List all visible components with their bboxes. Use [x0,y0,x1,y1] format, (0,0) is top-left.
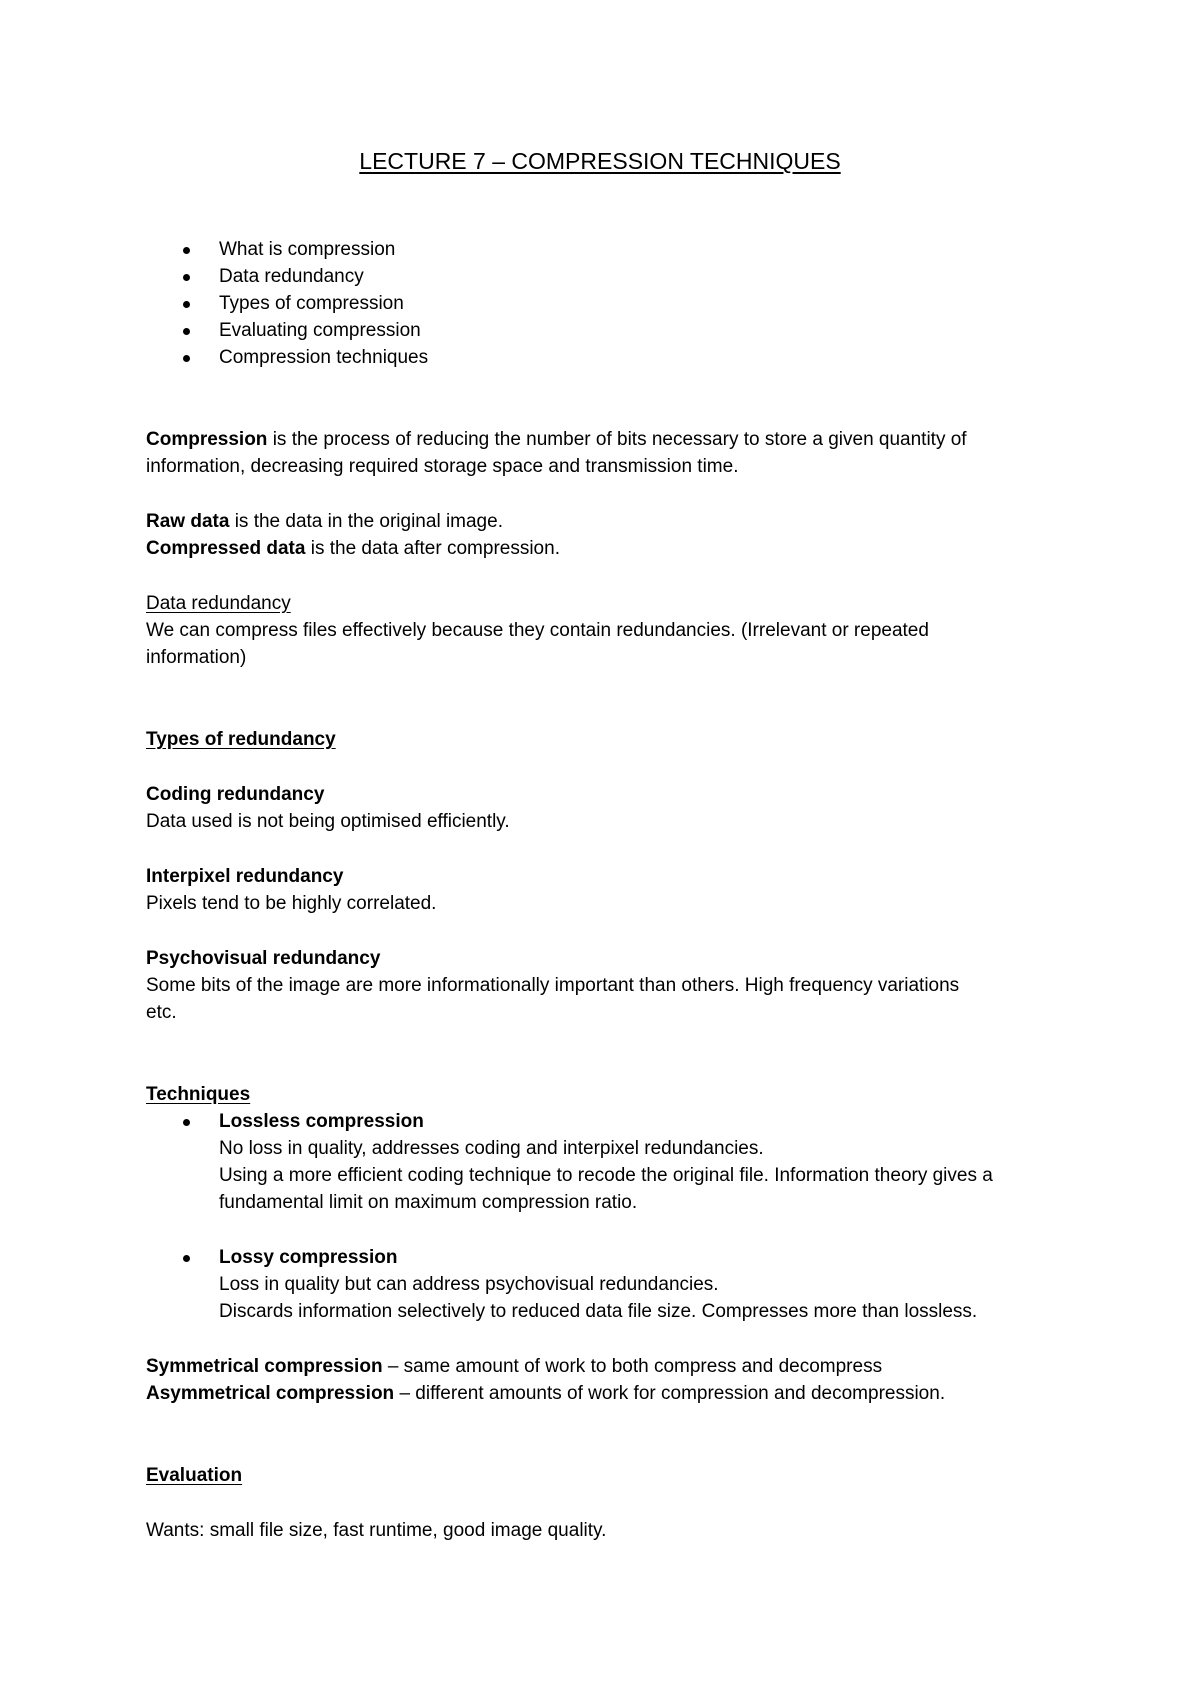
data-redundancy-text: We can compress files effectively because they contain redundancies. (Irrelevant or repeated [146,620,929,641]
outline-item-label: What is compression [219,239,396,260]
evaluation-text: Wants: small file size, fast runtime, good image quality. [146,1520,607,1541]
outline-item-label: Evaluating compression [219,320,421,341]
psychovisual-redundancy-text-2: etc. [146,1002,177,1023]
outline-item-label: Data redundancy [219,266,364,287]
lossless-text-3: fundamental limit on maximum compression ratio. [219,1192,638,1213]
asymmetrical-text: – different amounts of work for compression and decompression. [394,1383,946,1404]
lossy-heading: Lossy compression [219,1247,398,1268]
bullet-icon [183,355,190,362]
compressed-data-line [146,536,560,562]
psychovisual-redundancy-text: Some bits of the image are more informationally important than others. High frequency variations [146,975,960,996]
bullet-icon [183,247,190,254]
bullet-icon [183,1119,190,1126]
symmetrical-line [146,1354,882,1380]
outline-item-label: Compression techniques [219,347,429,368]
outline-item-label: Types of compression [219,293,404,314]
term-asymmetrical: Asymmetrical compression [146,1383,395,1404]
term-symmetrical: Symmetrical compression [146,1356,383,1377]
bullet-icon [183,301,190,308]
compression-definition-line-2: information, decreasing required storage space and transmission time. [146,456,739,477]
lossy-text: Loss in quality but can address psychovisual redundancies. [219,1274,719,1295]
compression-definition-line [146,427,967,453]
section-heading-techniques: Techniques [146,1084,251,1105]
lossless-text-2: Using a more efficient coding technique to recode the original file. Information theory gives a [219,1165,993,1186]
section-heading-data-redundancy: Data redundancy [146,593,291,614]
lossy-text-2: Discards information selectively to reduced data file size. Compresses more than lossless. [219,1301,978,1322]
data-redundancy-text-2: information) [146,647,247,668]
bullet-icon [183,328,190,335]
interpixel-redundancy-text: Pixels tend to be highly correlated. [146,893,437,914]
term-compressed-data: Compressed data [146,538,306,559]
compressed-data-text: is the data after compression. [305,538,560,559]
lossless-text: No loss in quality, addresses coding and interpixel redundancies. [219,1138,764,1159]
asymmetrical-line [146,1381,945,1407]
page-title: LECTURE 7 – COMPRESSION TECHNIQUES [359,148,841,174]
section-heading-evaluation: Evaluation [146,1465,243,1486]
symmetrical-text: – same amount of work to both compress and decompress [382,1356,883,1377]
interpixel-redundancy-heading: Interpixel redundancy [146,866,344,887]
section-heading-types-of-redundancy: Types of redundancy [146,729,336,750]
bullet-icon [183,1255,190,1262]
raw-data-text: is the data in the original image. [229,511,503,532]
coding-redundancy-heading: Coding redundancy [146,784,325,805]
lossless-heading: Lossless compression [219,1111,424,1132]
raw-data-line [146,509,503,535]
definition-text: is the process of reducing the number of bits necessary to store a given quantity of [267,429,967,450]
psychovisual-redundancy-heading: Psychovisual redundancy [146,948,381,969]
bullet-icon [183,274,190,281]
term-compression: Compression [146,429,268,450]
term-raw-data: Raw data [146,511,230,532]
coding-redundancy-text: Data used is not being optimised efficiently. [146,811,510,832]
